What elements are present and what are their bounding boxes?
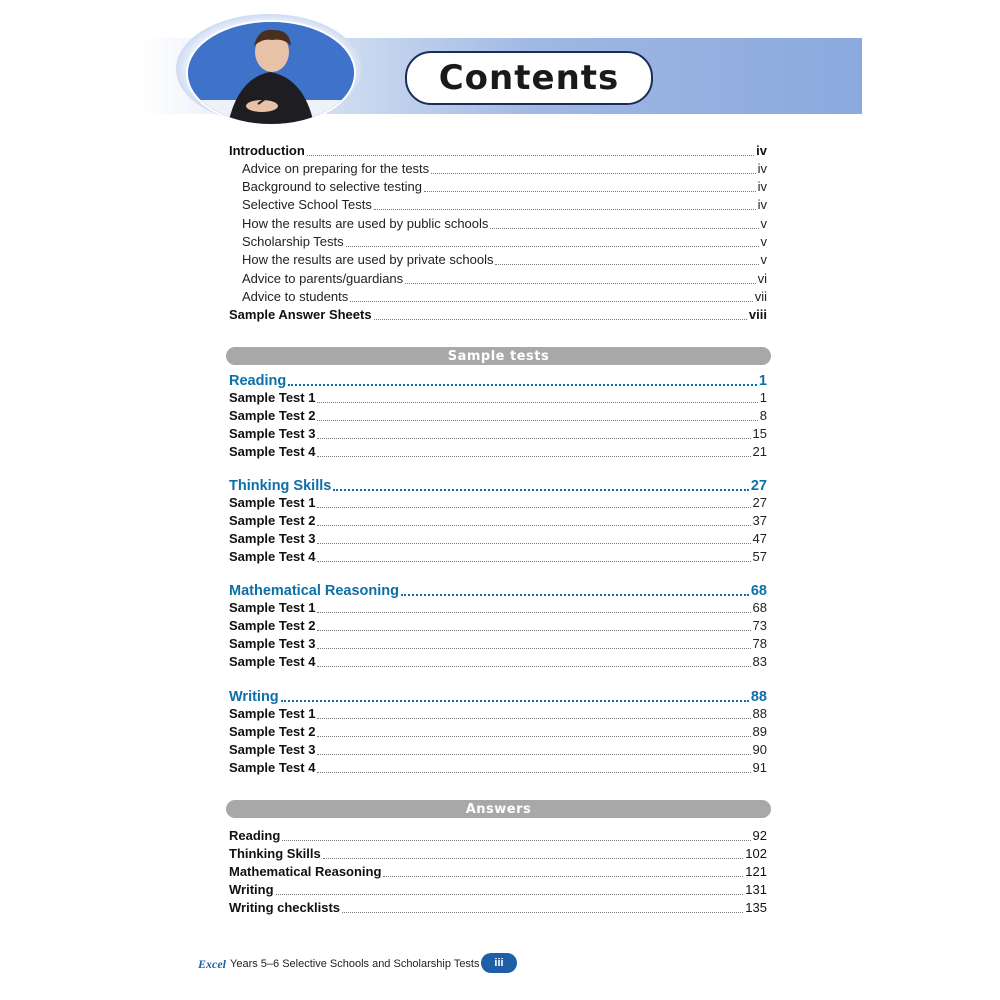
test-label: Sample Test 2 bbox=[229, 724, 316, 739]
footer bbox=[198, 956, 480, 972]
toc-page: v bbox=[760, 216, 767, 231]
section-page: 27 bbox=[750, 478, 767, 494]
leader-dots bbox=[317, 611, 750, 613]
toc-section-mathematical-reasoning[interactable] bbox=[229, 580, 767, 600]
section-title: Writing bbox=[229, 689, 279, 705]
toc-page: viii bbox=[748, 307, 767, 322]
toc-row-introduction[interactable] bbox=[229, 142, 767, 160]
test-page: 47 bbox=[752, 531, 767, 546]
toc-label: Sample Answer Sheets bbox=[229, 307, 372, 322]
leader-dots bbox=[346, 245, 759, 247]
toc-row-test[interactable] bbox=[229, 635, 767, 653]
leader-dots bbox=[317, 560, 750, 562]
test-page: 21 bbox=[752, 444, 767, 459]
test-page: 68 bbox=[752, 600, 767, 615]
answer-label: Writing checklists bbox=[229, 900, 341, 915]
test-label: Sample Test 2 bbox=[229, 513, 316, 528]
test-label: Sample Test 1 bbox=[229, 390, 316, 405]
leader-dots bbox=[282, 839, 750, 841]
toc-label: Advice to parents/guardians bbox=[242, 271, 404, 286]
section-page: 88 bbox=[750, 689, 767, 705]
toc-page: iv bbox=[757, 161, 767, 176]
page-number: iii bbox=[494, 957, 504, 969]
footer-text: Years 5–6 Selective Schools and Scholarship Tests bbox=[230, 958, 480, 970]
toc-row-test[interactable] bbox=[229, 389, 767, 407]
leader-dots bbox=[350, 300, 752, 302]
leader-dots bbox=[424, 190, 756, 192]
leader-dots bbox=[281, 699, 749, 702]
leader-dots bbox=[401, 593, 749, 596]
answer-page: 121 bbox=[745, 864, 767, 879]
test-page: 83 bbox=[752, 654, 767, 669]
answers-divider bbox=[226, 800, 771, 818]
leader-dots bbox=[317, 524, 750, 526]
leader-dots bbox=[317, 401, 757, 403]
leader-dots bbox=[317, 771, 750, 773]
toc-row-test[interactable] bbox=[229, 741, 767, 759]
leader-dots bbox=[333, 488, 749, 491]
toc-row-answer[interactable] bbox=[229, 863, 767, 881]
test-label: Sample Test 1 bbox=[229, 495, 316, 510]
toc-page: vii bbox=[754, 289, 767, 304]
leader-dots bbox=[307, 154, 754, 156]
toc-row-scholarship-tests[interactable] bbox=[242, 233, 767, 251]
contents-title-pill bbox=[405, 51, 653, 105]
divider-label: Sample tests bbox=[447, 348, 550, 364]
page-number-badge bbox=[481, 953, 517, 973]
toc-label: Background to selective testing bbox=[242, 179, 422, 194]
toc-row-test[interactable] bbox=[229, 548, 767, 566]
leader-dots bbox=[317, 455, 750, 457]
toc-row-test[interactable] bbox=[229, 759, 767, 777]
test-label: Sample Test 4 bbox=[229, 654, 316, 669]
toc-row-answer-sheets[interactable] bbox=[229, 306, 767, 324]
test-page: 89 bbox=[752, 724, 767, 739]
toc-row-test[interactable] bbox=[229, 407, 767, 425]
toc-row-answer[interactable] bbox=[229, 881, 767, 899]
test-page: 1 bbox=[759, 390, 767, 405]
toc-row-private-schools[interactable] bbox=[242, 251, 767, 269]
test-page: 91 bbox=[752, 760, 767, 775]
test-page: 90 bbox=[752, 742, 767, 757]
leader-dots bbox=[317, 629, 750, 631]
leader-dots bbox=[288, 383, 757, 386]
leader-dots bbox=[317, 542, 750, 544]
test-page: 8 bbox=[759, 408, 767, 423]
toc-label: Introduction bbox=[229, 143, 305, 158]
answer-page: 92 bbox=[752, 828, 767, 843]
test-label: Sample Test 1 bbox=[229, 706, 316, 721]
footer-brand: Excel bbox=[198, 956, 226, 971]
test-label: Sample Test 4 bbox=[229, 760, 316, 775]
test-label: Sample Test 3 bbox=[229, 531, 316, 546]
test-page: 15 bbox=[752, 426, 767, 441]
test-page: 57 bbox=[752, 549, 767, 564]
leader-dots bbox=[374, 208, 756, 210]
page-title: Contents bbox=[438, 58, 620, 98]
test-label: Sample Test 3 bbox=[229, 426, 316, 441]
leader-dots bbox=[374, 318, 747, 320]
test-label: Sample Test 3 bbox=[229, 636, 316, 651]
toc-row-background[interactable] bbox=[242, 178, 767, 196]
answer-page: 102 bbox=[745, 846, 767, 861]
toc-page: iv bbox=[757, 179, 767, 194]
student-photo bbox=[186, 20, 356, 126]
toc-page: iv bbox=[756, 143, 767, 158]
toc-row-test[interactable] bbox=[229, 617, 767, 635]
toc-row-answer[interactable] bbox=[229, 827, 767, 845]
toc-section-reading[interactable] bbox=[229, 370, 767, 390]
answer-label: Writing bbox=[229, 882, 274, 897]
section-title: Thinking Skills bbox=[229, 478, 332, 494]
leader-dots bbox=[405, 282, 755, 284]
leader-dots bbox=[317, 437, 750, 439]
leader-dots bbox=[317, 665, 750, 667]
test-label: Sample Test 4 bbox=[229, 549, 316, 564]
toc-label: Advice on preparing for the tests bbox=[242, 161, 430, 176]
sample-tests-divider bbox=[226, 347, 771, 365]
leader-dots bbox=[383, 875, 743, 877]
leader-dots bbox=[317, 647, 750, 649]
section-page: 1 bbox=[758, 373, 767, 389]
answer-label: Thinking Skills bbox=[229, 846, 321, 861]
test-label: Sample Test 2 bbox=[229, 618, 316, 633]
test-page: 88 bbox=[752, 706, 767, 721]
toc-page: v bbox=[760, 234, 767, 249]
toc-row-test[interactable] bbox=[229, 512, 767, 530]
toc-page: v bbox=[760, 252, 767, 267]
section-page: 68 bbox=[750, 583, 767, 599]
toc-row-test[interactable] bbox=[229, 530, 767, 548]
leader-dots bbox=[342, 911, 743, 913]
toc-page: vi bbox=[757, 271, 767, 286]
section-title: Mathematical Reasoning bbox=[229, 583, 400, 599]
test-page: 27 bbox=[752, 495, 767, 510]
toc-row-test[interactable] bbox=[229, 723, 767, 741]
toc-row-test[interactable] bbox=[229, 425, 767, 443]
test-page: 37 bbox=[752, 513, 767, 528]
toc-row-test[interactable] bbox=[229, 443, 767, 461]
leader-dots bbox=[490, 227, 758, 229]
toc-section-writing[interactable] bbox=[229, 686, 767, 706]
leader-dots bbox=[317, 506, 750, 508]
leader-dots bbox=[317, 419, 757, 421]
answer-label: Mathematical Reasoning bbox=[229, 864, 382, 879]
toc-label: How the results are used by private schools bbox=[242, 252, 494, 267]
toc-label: Scholarship Tests bbox=[242, 234, 344, 249]
test-label: Sample Test 2 bbox=[229, 408, 316, 423]
divider-label: Answers bbox=[465, 801, 532, 817]
leader-dots bbox=[317, 717, 750, 719]
student-writing-illustration bbox=[188, 22, 354, 124]
toc-page: iv bbox=[757, 197, 767, 212]
leader-dots bbox=[276, 893, 744, 895]
answer-label: Reading bbox=[229, 828, 281, 843]
test-page: 78 bbox=[752, 636, 767, 651]
toc-row-answer[interactable] bbox=[229, 845, 767, 863]
toc-row-test[interactable] bbox=[229, 705, 767, 723]
toc-row-selective-school-tests[interactable] bbox=[242, 196, 767, 214]
toc-label: Advice to students bbox=[242, 289, 349, 304]
section-title: Reading bbox=[229, 373, 287, 389]
toc-row-answer[interactable] bbox=[229, 899, 767, 917]
leader-dots bbox=[431, 172, 755, 174]
test-label: Sample Test 1 bbox=[229, 600, 316, 615]
toc-row-advice-parents[interactable] bbox=[242, 270, 767, 288]
test-page: 73 bbox=[752, 618, 767, 633]
test-label: Sample Test 3 bbox=[229, 742, 316, 757]
test-label: Sample Test 4 bbox=[229, 444, 316, 459]
toc-row-test[interactable] bbox=[229, 653, 767, 671]
toc-row-public-schools[interactable] bbox=[242, 215, 767, 233]
toc-row-advice-students[interactable] bbox=[242, 288, 767, 306]
leader-dots bbox=[317, 735, 750, 737]
toc-label: Selective School Tests bbox=[242, 197, 372, 212]
toc-row-test[interactable] bbox=[229, 599, 767, 617]
answer-page: 131 bbox=[745, 882, 767, 897]
toc-label: How the results are used by public schools bbox=[242, 216, 489, 231]
toc-section-thinking-skills[interactable] bbox=[229, 475, 767, 495]
toc-row-advice-preparing[interactable] bbox=[242, 160, 767, 178]
answer-page: 135 bbox=[745, 900, 767, 915]
toc-row-test[interactable] bbox=[229, 494, 767, 512]
leader-dots bbox=[495, 263, 758, 265]
leader-dots bbox=[317, 753, 750, 755]
leader-dots bbox=[323, 857, 744, 859]
